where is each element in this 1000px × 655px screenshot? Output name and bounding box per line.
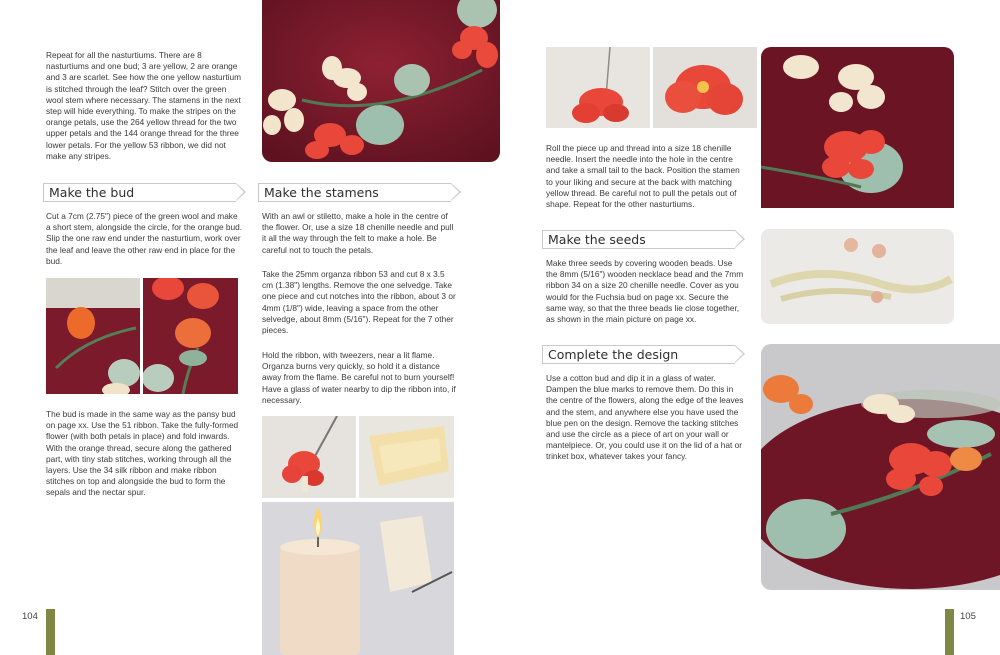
section-header-make-the-bud — [43, 183, 236, 202]
section-header-make-the-seeds — [542, 230, 735, 249]
stamen-insert-photo-1 — [546, 47, 650, 128]
bud-paragraph-2: The bud is made in the same way as the pansy bud on page xx. Use the 51 ribbon. Take the fully-formed flower (with both petals in place) and fold inwards. With the orange thread, secure along the gathered part, with tiny stab stitches, working through all the layers. Use the 34 silk ribbon and make ribbon stitches on top and alongside the bud to form the sepals and the nectar spur. — [46, 409, 239, 498]
section-header-complete-the-design — [542, 345, 735, 364]
stamen-insert-photo-2 — [653, 47, 757, 128]
top-embroidery-photo — [262, 0, 500, 162]
seeds-paragraph: Make three seeds by covering wooden beads. Use the 8mm (5/16") wooden necklace bead and the 7mm ribbon 34 on a size 20 chenille needle. Cover as you would for the Fuchsia bud on page xx. Secure the same way, so that the three beads lie close together, as shown in the main picture on page xx. — [546, 258, 744, 325]
left-spine-strip — [46, 609, 55, 655]
stamens-paragraph-3: Hold the ribbon, with tweezers, near a lit flame. Organza burns very quickly, so hold it a distance away from the flame. Be careful not to burn yourself! Have a glass of water nearby to dip the ribbon into, if necessary. — [262, 350, 456, 405]
bud-paragraph: Cut a 7cm (2.75") piece of the green wool and make a short stem, alongside the circle, for the orange bud. Slip the one raw end under the nasturtium, work over the leaf and leave the other raw end in place for the bud. — [46, 211, 243, 266]
finished-nasturtium-photo — [761, 47, 954, 208]
stamens-paragraph-2: Take the 25mm organza ribbon 53 and cut 8 x 3.5 cm (1.38") lengths. Remove the one selvedge. Take one piece and cut notches into the ribbon, about 3 or 4mm (1/8") wide, leaving a space from the other selvedge, about 8mm (5/16"). Repeat for the 7 other pieces. — [262, 269, 456, 336]
bud-photo-2 — [143, 278, 238, 394]
intro-paragraph: Repeat for all the nasturtiums. There are 8 nasturtiums and one bud; 3 are yellow, 2 are orange and 3 are scarlet. See how the one yellow nasturtium is stitched through the leaf? Stitch over the green wool stem where necessary. The stamens in the next step will hide everything. To make the stripes on the orange petals, use the 264 yellow thread for the two upper petals and the 144 orange thread for the three lower petals. For the yellow 53 ribbon, we did not make any stripes. — [46, 50, 242, 161]
heading-make-the-seeds: Make the seeds — [548, 232, 646, 247]
organza-ribbon-photo — [359, 416, 454, 498]
stamen-needle-photo — [262, 416, 356, 498]
section-header-make-the-stamens — [258, 183, 451, 202]
candle-flame-photo — [262, 502, 454, 655]
roll-paragraph: Roll the piece up and thread into a size 18 chenille needle. Insert the needle into the hole in the centre and take a small tail to the back. Position the stamen to your liking and secure at the back with matching yellow thread. Be careful not to pull the petals out of shape. Repeat for the other nasturtiums. — [546, 143, 740, 210]
stamens-paragraph-1: With an awl or stiletto, make a hole in the centre of the flower. Or, use a size 18 chenille needle and pull it all the way through the felt to make a hole. Be careful not to touch the petals. — [262, 211, 454, 255]
heading-complete-the-design: Complete the design — [548, 347, 679, 362]
complete-paragraph: Use a cotton bud and dip it in a glass of water. Dampen the blue marks to remove them. Do this in the centre of the flowers, along the edge of the leaves and the stem, and anywhere else you have used the blue pen on the design. Remove the tacking stitches and use the circle as a piece of art on your wall or mantelpiece. Or, you could use it on the lid of a hat or trinket box, whatever takes your fancy. — [546, 373, 744, 462]
right-page-number: 105 — [960, 611, 976, 622]
bud-photo-1 — [46, 278, 140, 394]
heading-make-the-stamens: Make the stamens — [264, 185, 379, 200]
right-spine-strip — [945, 609, 954, 655]
seed-beads-photo — [761, 229, 954, 324]
completed-design-photo — [761, 344, 1000, 590]
left-page-number: 104 — [22, 611, 38, 622]
heading-make-the-bud: Make the bud — [49, 185, 135, 200]
